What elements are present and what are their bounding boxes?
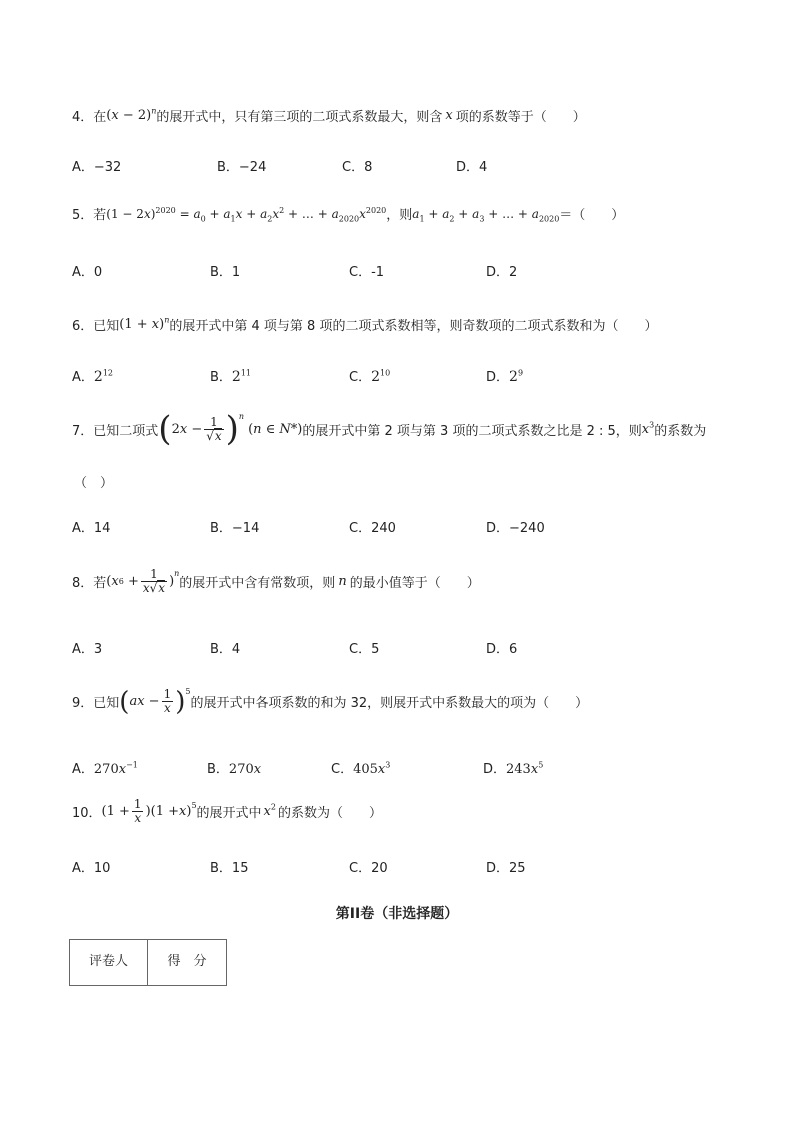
math-expression: $(x - 2)^n$ <box>106 106 157 123</box>
question-number: 8． <box>72 576 94 591</box>
math-expression: ( ax − $\frac{1}{x}$ ) $^5$ <box>119 686 191 717</box>
question-7: 7． 已知二项式 ( 2 x − $\frac{1}{√x}$ ) $^n$ (n ∈ N*) 的展开式中第 2 项与第 3 项的二项式系数之比是 2 : 5，则 $x^3$ 的系数为 <box>72 409 707 449</box>
question-number: 7． <box>72 423 94 439</box>
option-b[interactable]: B．−14 <box>210 521 260 536</box>
options-q5 <box>72 261 712 281</box>
option-b[interactable]: B．15 <box>210 861 249 876</box>
question-6: 6． 已知 $(1 + x)^n$ 的展开式中第 4 项与第 8 项的二项式系数相等，则奇数项的二项式系数和为（ ） <box>72 315 658 334</box>
option-a[interactable]: A．3 <box>72 642 103 657</box>
section-title: 第II卷（非选择题） <box>335 906 459 922</box>
option-c[interactable]: C．5 <box>349 642 380 657</box>
option-a[interactable]: A．−32 <box>72 160 122 175</box>
option-b[interactable]: B．4 <box>210 642 241 657</box>
math-expression: $(1 + x)^n$ <box>119 315 170 332</box>
option-b[interactable]: B．−24 <box>217 160 267 175</box>
question-8: 8． 若 ( x 6 + $\frac{1}{x√x}$ ) $^n$ 的展开式中含有常数项，则 n 的最小值等于（ ） <box>72 567 480 595</box>
question-number: 9． <box>72 696 94 711</box>
option-c[interactable]: C．20 <box>349 861 388 876</box>
options-q7 <box>72 517 712 537</box>
score-table <box>69 939 227 986</box>
options-q6 <box>72 366 712 386</box>
option-c[interactable]: C．$405x^3$ <box>331 760 391 777</box>
math-expression: $a_1 + a_2 + a_3$ + … + $a_{2020}$ <box>412 206 560 223</box>
math-expression: $x^3$ <box>641 420 655 437</box>
question-5: 5． 若 $(1 - 2x)^{2020} = a_0 + a_1x + a_2x^2$ + … + $a_{2020}x^{2020}$ ，则 $a_1 + a_2 + a_3$ + … + $a_{2020}$ ＝（ ） <box>72 205 625 223</box>
option-a[interactable]: A．10 <box>72 861 111 876</box>
option-d[interactable]: D．$2^9$ <box>486 368 524 385</box>
math-expression: $(1 - 2x)^{2020} = a_0 + a_1x + a_2x^2$ + … + $a_{2020}x^{2020}$ <box>106 205 387 223</box>
option-c[interactable]: C．8 <box>342 160 373 175</box>
question-number: 10． <box>72 806 102 821</box>
option-d[interactable]: D．4 <box>456 160 488 175</box>
option-b[interactable]: B．270x <box>207 762 262 777</box>
option-d[interactable]: D．$243x^5$ <box>483 760 544 777</box>
grader-cell: 评卷人 <box>70 940 148 986</box>
option-a[interactable]: A．$2^{12}$ <box>72 368 114 385</box>
option-d[interactable]: D．25 <box>486 861 526 876</box>
option-c[interactable]: C．-1 <box>349 265 385 280</box>
options-q8 <box>72 638 712 658</box>
option-b[interactable]: B．1 <box>210 265 241 280</box>
math-expression: (1 + $\frac{1}{x}$ )(1 + x ) $^5$ <box>101 797 197 825</box>
math-expression: ( x 6 + $\frac{1}{x√x}$ ) $^n$ <box>106 567 180 595</box>
math-condition: (n ∈ N*) <box>248 421 303 437</box>
option-d[interactable]: D．2 <box>486 265 518 280</box>
options-q4 <box>72 156 712 176</box>
option-c[interactable]: C．$2^{10}$ <box>349 368 391 385</box>
option-d[interactable]: D．−240 <box>486 521 545 536</box>
option-a[interactable]: A．14 <box>72 521 111 536</box>
options-q10 <box>72 857 712 877</box>
question-number: 4． <box>72 110 94 125</box>
question-9: 9． 已知 ( ax − $\frac{1}{x}$ ) $^5$ 的展开式中各项系数的和为 32，则展开式中系数最大的项为（ ） <box>72 686 589 717</box>
question-number: 5． <box>72 208 94 223</box>
option-c[interactable]: C．240 <box>349 521 396 536</box>
math-expression: ( 2 x − $\frac{1}{√x}$ ) $^n$ <box>158 409 245 449</box>
option-a[interactable]: A．0 <box>72 265 103 280</box>
question-number: 6． <box>72 319 94 334</box>
question-4: 4． 在 $(x - 2)^n$ 的展开式中，只有第三项的二项式系数最大，则含 x 项的系数等于（ ） <box>72 106 586 125</box>
question-10: 10． (1 + $\frac{1}{x}$ )(1 + x ) $^5$ 的展开式中 $x^2$ 的系数为（ ） <box>72 797 382 825</box>
option-a[interactable]: A．$270x^{-1}$ <box>72 760 138 777</box>
option-d[interactable]: D．6 <box>486 642 518 657</box>
score-cell: 得 分 <box>148 940 227 986</box>
option-b[interactable]: B．$2^{11}$ <box>210 368 252 385</box>
options-q9 <box>72 758 712 778</box>
question-7-blank: （ ） <box>74 476 114 491</box>
